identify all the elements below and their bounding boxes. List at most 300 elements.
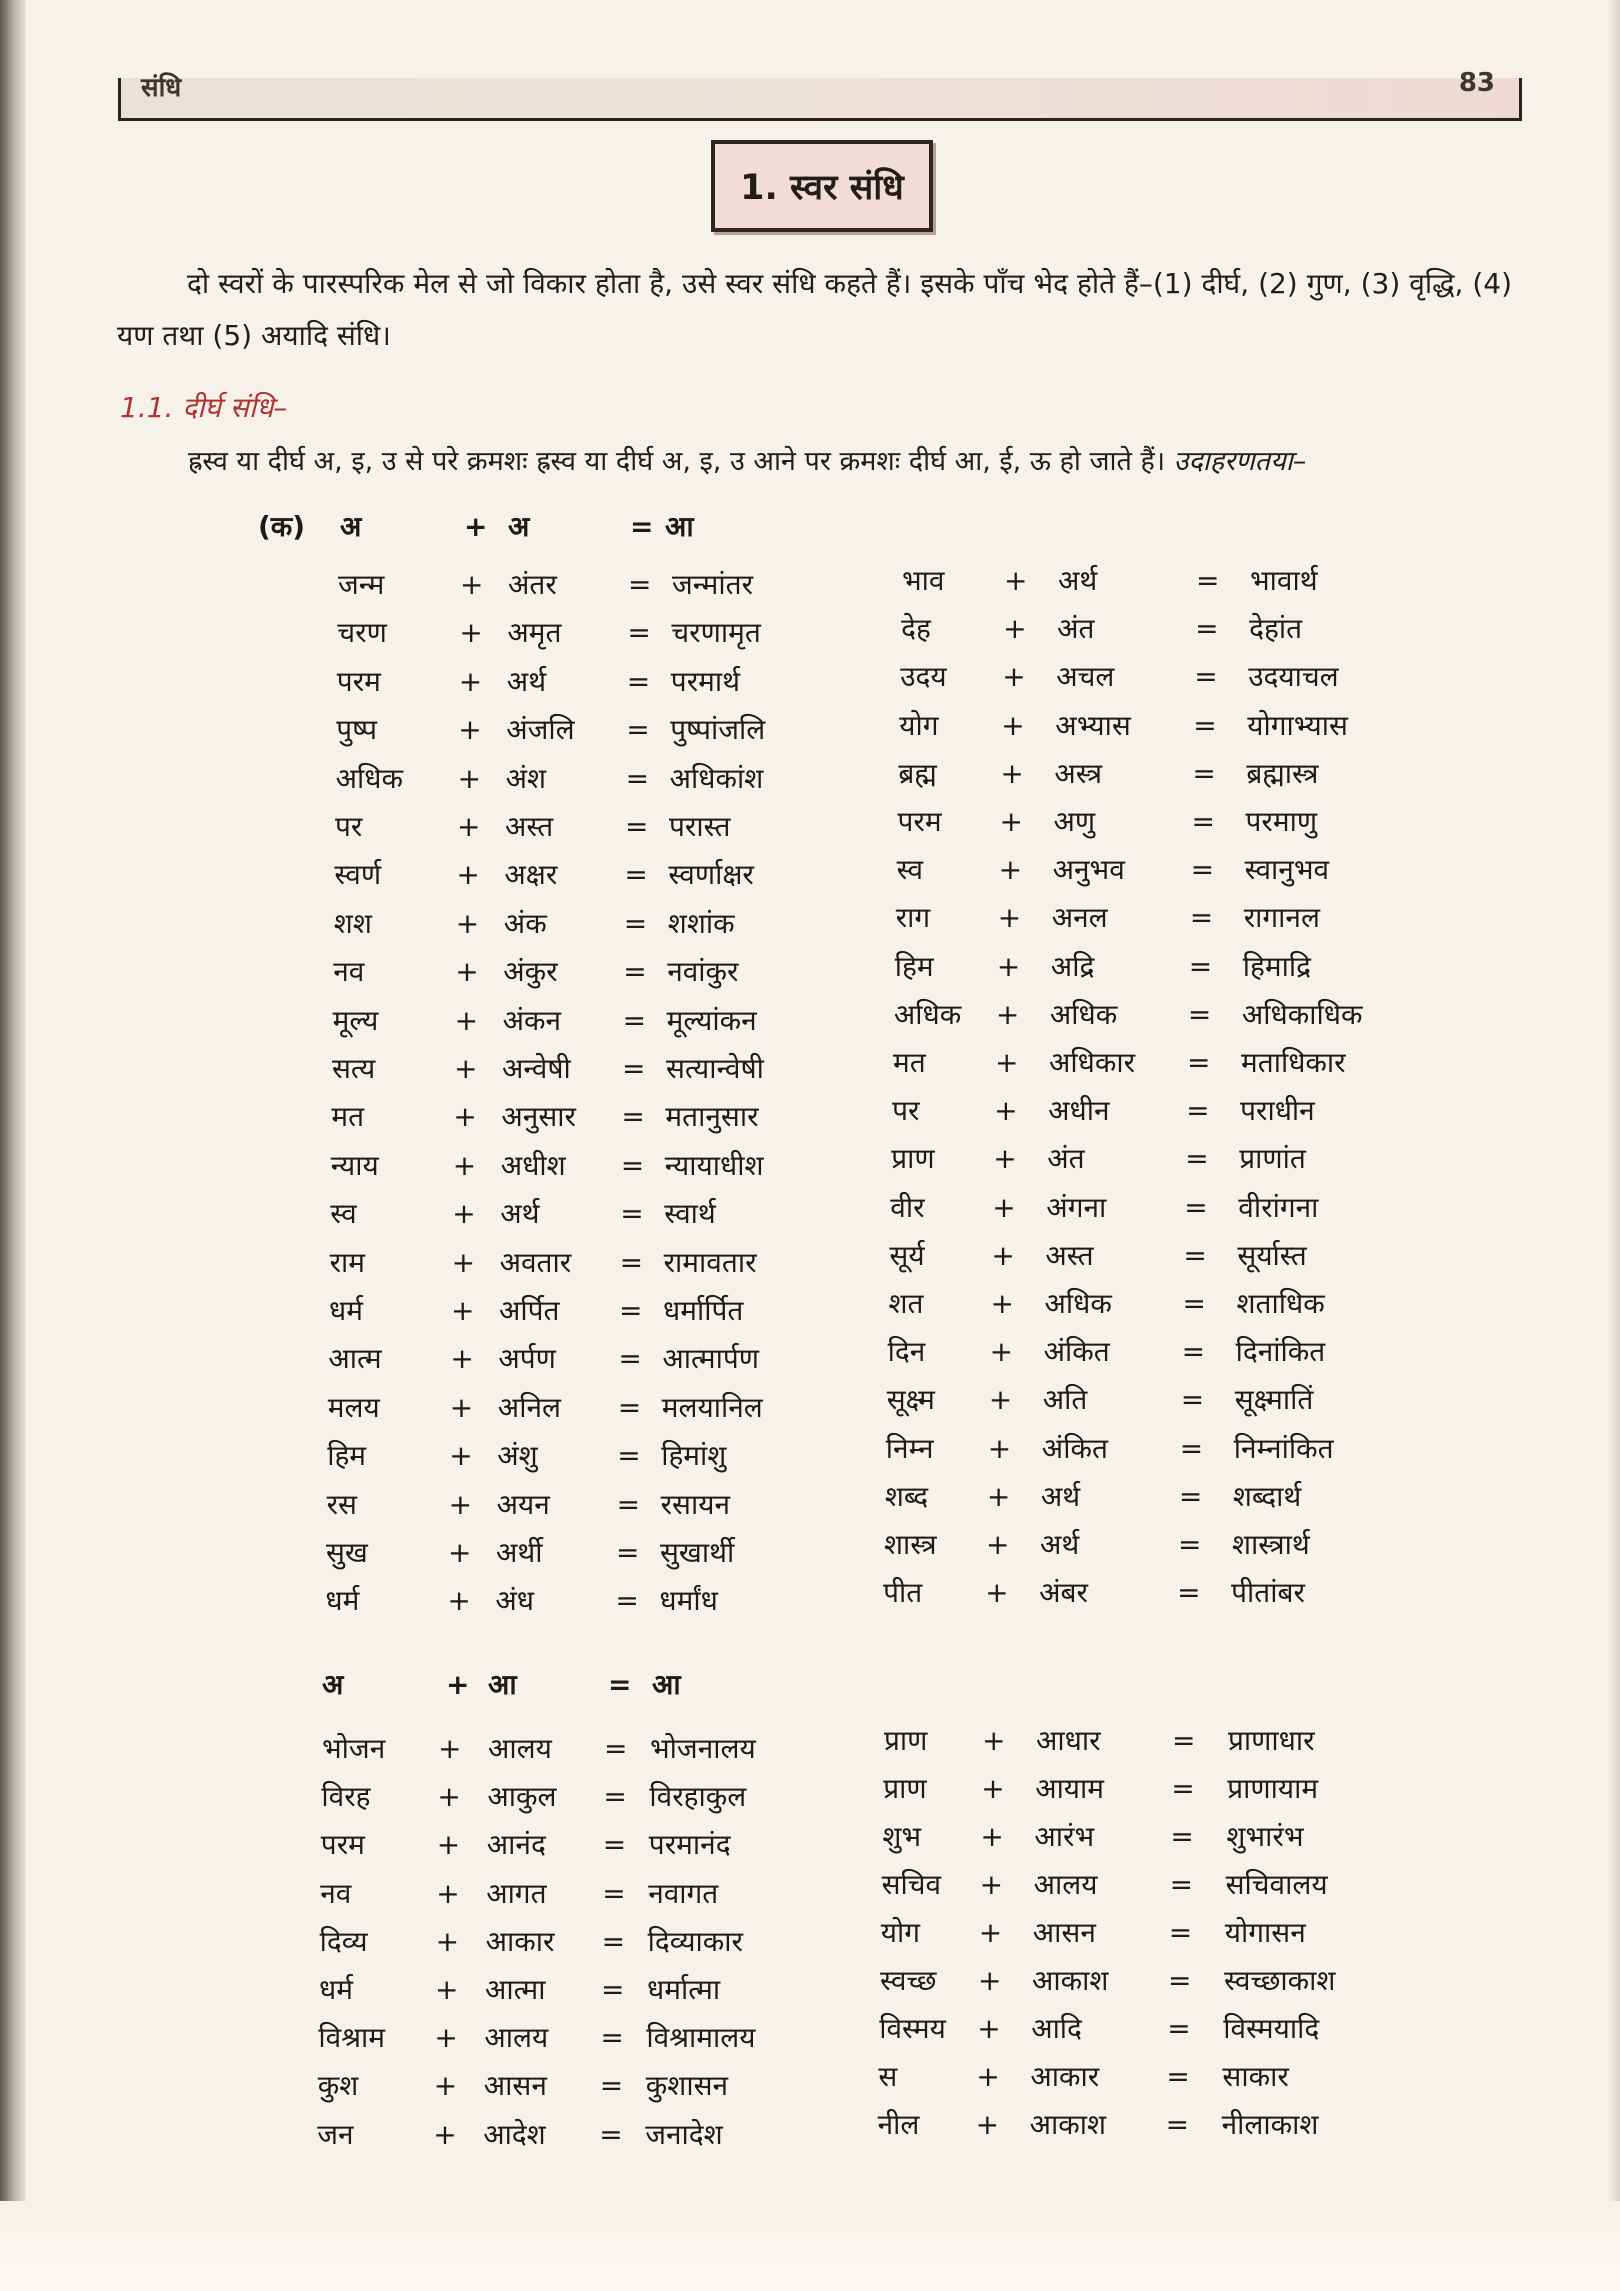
cell-equals: = — [600, 2021, 624, 2055]
cell-equals: = — [623, 906, 648, 940]
cell-word1: स्वच्छ — [880, 1964, 937, 1997]
cell-equals: = — [615, 1584, 639, 1618]
cell-word2: अन्वेषी — [502, 1052, 571, 1085]
cell-word1: मत — [331, 1100, 365, 1134]
cell-word2: अक्षर — [504, 858, 558, 892]
cell-word1: जन्म — [338, 568, 385, 601]
cell-plus: + — [438, 1732, 462, 1765]
cell-result: नवागत — [648, 1876, 719, 1910]
intro-paragraph: दो स्वरों के पारस्परिक मेल से जो विकार होता है, उसे स्वर संधि कहते हैं। इसके पाँच भेद होते हैं–(1) दीर्घ, (2) गुण, (3) वृद्धि, (4) यण तथा (5) अयादि संधि। — [117, 267, 1512, 352]
cell-word2: अवतार — [499, 1245, 572, 1279]
cell-header-equals: = — [608, 1668, 632, 1701]
cell-plus: + — [450, 1342, 474, 1376]
cell-equals: = — [1189, 901, 1214, 935]
cell-plus: + — [980, 1820, 1004, 1853]
cell-result: मूल्यांकन — [666, 1003, 757, 1037]
cell-word1: परम — [897, 805, 942, 838]
running-header — [118, 68, 1522, 121]
cell-equals: = — [626, 713, 650, 747]
cell-equals: = — [1182, 1287, 1206, 1320]
cell-word2: आदेश — [483, 2117, 546, 2151]
cell-result: रामावतार — [663, 1245, 757, 1279]
cell-result: रसायन — [660, 1487, 731, 1521]
cell-plus: + — [448, 1536, 472, 1569]
cell-result: स्वार्थ — [664, 1197, 716, 1231]
cell-result: मतानुसार — [665, 1100, 759, 1134]
cell-result: स्वानुभव — [1244, 853, 1330, 887]
cell-result: स्वर्णाक्षर — [668, 858, 754, 892]
rule-text: ह्रस्व या दीर्घ अ, इ, उ से परे क्रमशः ह्रस्व या दीर्घ अ, इ, उ आने पर क्रमशः दीर्घ आ, ई, ऊ हो जाते हैं। — [188, 446, 1166, 477]
cell-equals: = — [1185, 1142, 1209, 1176]
cell-word2: अंक — [503, 906, 547, 940]
cell-word1: विरह — [321, 1780, 371, 1814]
cell-equals: = — [618, 1342, 642, 1376]
cell-plus: + — [1001, 708, 1025, 742]
cell-equals: = — [1190, 853, 1215, 887]
cell-equals: = — [1178, 1479, 1203, 1513]
cell-word2: अमृत — [507, 616, 562, 650]
cell-word2: अस्त — [1045, 1238, 1094, 1272]
cell-word1: शुभ — [882, 1820, 922, 1853]
cell-equals: = — [599, 2069, 624, 2103]
cell-result: परास्त — [669, 810, 731, 843]
cell-header-word2: आ — [488, 1668, 517, 1701]
cell-word2: आरंभ — [1034, 1820, 1095, 1853]
cell-word2: अंशु — [497, 1439, 538, 1473]
cell-word2: अर्पण — [498, 1342, 556, 1376]
cell-plus: + — [451, 1294, 475, 1327]
cell-word1: देह — [901, 612, 931, 646]
cell-word2: अंगना — [1046, 1190, 1107, 1224]
cell-word1: न्याय — [330, 1148, 379, 1182]
cell-equals: = — [1178, 1528, 1202, 1561]
cell-plus: + — [454, 1052, 478, 1085]
cell-equals: = — [619, 1245, 644, 1279]
cell-equals: = — [620, 1148, 645, 1182]
cell-result: प्राणाधार — [1228, 1724, 1315, 1757]
cell-word1: हिम — [894, 949, 934, 983]
cell-plus: + — [454, 1003, 479, 1037]
cell-result: विश्रामालय — [646, 2021, 756, 2055]
cell-word2: आकुल — [487, 1780, 557, 1814]
header-chapter: संधि — [141, 73, 182, 103]
cell-equals: = — [604, 1732, 628, 1765]
cell-result: विस्मयादि — [1223, 2012, 1320, 2045]
cell-result: पीतांबर — [1231, 1576, 1305, 1610]
cell-word1: मलय — [327, 1390, 380, 1424]
cell-result: परमाणु — [1245, 805, 1318, 838]
cell-word2: अंत — [1057, 612, 1095, 646]
cell-result: रागानल — [1243, 901, 1320, 935]
cell-plus: + — [992, 1190, 1016, 1224]
cell-result: दिनांकित — [1235, 1335, 1326, 1369]
cell-result: विरहाकुल — [649, 1780, 747, 1814]
cell-word2: अचल — [1056, 660, 1115, 694]
cell-word1: विस्मय — [879, 2012, 946, 2045]
cell-result: स्वच्छाकाश — [1224, 1964, 1336, 1997]
cell-word1: नव — [333, 955, 365, 989]
cell-equals: = — [623, 955, 647, 989]
cell-plus: + — [459, 616, 483, 650]
cell-result: उदयाचल — [1248, 660, 1339, 694]
cell-equals: = — [624, 858, 648, 892]
cell-word2: अर्थ — [1040, 1528, 1080, 1561]
cell-word1: स्व — [896, 853, 924, 887]
cell-plus: + — [1000, 756, 1024, 790]
cell-word1: मत — [893, 1046, 926, 1079]
cell-result: नीलाकाश — [1221, 2108, 1319, 2141]
cell-plus: + — [976, 2060, 1000, 2093]
cell-word1: धर्म — [325, 1584, 360, 1618]
cell-plus: + — [979, 1868, 1004, 1901]
header-page-number: 83 — [1458, 68, 1495, 98]
cell-plus: + — [991, 1238, 1015, 1272]
cell-plus: + — [995, 1046, 1019, 1079]
cell-word1: स — [878, 2060, 898, 2093]
cell-word1: पर — [335, 810, 363, 843]
cell-word1: मूल्य — [332, 1003, 379, 1037]
cell-word1: अधिक — [335, 761, 403, 795]
cell-word2: अस्त — [505, 810, 554, 843]
example-label: उदाहरणतया– — [1173, 446, 1307, 477]
cell-equals: = — [625, 761, 650, 795]
cell-result: कुशासन — [645, 2069, 729, 2103]
cell-plus: + — [986, 1528, 1010, 1561]
cell-equals: = — [1193, 708, 1217, 742]
cell-plus: + — [449, 1439, 473, 1473]
cell-result: परमानंद — [648, 1828, 731, 1862]
cell-result: सूर्यास्त — [1237, 1238, 1307, 1272]
cell-word2: अंध — [495, 1584, 535, 1618]
cell-result: धर्मात्मा — [647, 1973, 721, 2006]
cell-word2: अनल — [1051, 901, 1108, 935]
cell-word1: योग — [880, 1916, 921, 1949]
cell-word2: अधीन — [1048, 1094, 1110, 1128]
cell-word1: वीर — [890, 1190, 925, 1224]
cell-plus: + — [975, 2108, 1000, 2141]
cell-plus: + — [452, 1197, 476, 1231]
cell-result: वीरांगना — [1238, 1190, 1319, 1224]
cell-result: योगासन — [1224, 1916, 1306, 1949]
cell-word2: आसन — [1032, 1916, 1096, 1949]
cell-word2: अंबर — [1039, 1576, 1088, 1610]
cell-equals: = — [1191, 805, 1215, 838]
cell-plus: + — [435, 1924, 460, 1958]
cell-word1: शास्त्र — [884, 1528, 937, 1561]
cell-word1: निम्न — [885, 1431, 934, 1465]
cell-result: जन्मांतर — [672, 568, 754, 601]
cell-word1: हिम — [327, 1439, 367, 1473]
cell-word2: अंकुर — [503, 955, 558, 989]
cell-word2: अभ्यास — [1055, 708, 1131, 742]
cell-word2: अंकन — [502, 1003, 562, 1037]
cell-word1: परम — [320, 1828, 365, 1862]
cell-equals: = — [627, 616, 651, 650]
cell-result: पुष्पांजलि — [670, 713, 766, 747]
cell-word1: पर — [892, 1094, 920, 1128]
cell-word2: अर्थ — [506, 664, 547, 698]
cell-word2: आलय — [484, 2021, 549, 2055]
cell-result: भावार्थ — [1250, 564, 1318, 597]
cell-word1: प्राण — [891, 1142, 935, 1176]
cell-header-word1: अ — [340, 510, 362, 543]
cell-header-marker: (क) — [258, 510, 306, 543]
cell-plus: + — [981, 1772, 1005, 1805]
cell-word1: राम — [329, 1245, 366, 1279]
cell-word2: अनुभव — [1052, 853, 1125, 887]
cell-plus: + — [990, 1287, 1014, 1320]
cell-word2: आयाम — [1035, 1772, 1105, 1805]
cell-result: निम्नांकित — [1233, 1431, 1334, 1465]
cell-plus: + — [977, 2012, 1001, 2045]
cell-plus: + — [436, 1828, 461, 1862]
cell-equals: = — [1195, 612, 1219, 646]
cell-word2: आधार — [1036, 1724, 1101, 1757]
cell-equals: = — [1180, 1383, 1205, 1417]
cell-equals: = — [617, 1439, 641, 1473]
cell-equals: = — [620, 1197, 644, 1231]
cell-word1: रस — [326, 1487, 357, 1521]
cell-equals: = — [1194, 660, 1218, 694]
cell-equals: = — [1184, 1190, 1208, 1224]
cell-plus: + — [987, 1431, 1012, 1465]
cell-equals: = — [1177, 1576, 1201, 1610]
cell-equals: = — [626, 664, 651, 698]
cell-equals: = — [1169, 1868, 1194, 1901]
book-gutter-shadow — [0, 0, 26, 2291]
cell-plus: + — [993, 1142, 1017, 1176]
cell-equals: = — [603, 1780, 627, 1814]
cell-equals: = — [601, 1924, 626, 1958]
cell-plus: + — [460, 568, 484, 601]
page-bottom-margin — [0, 2201, 1620, 2291]
cell-equals: = — [1168, 1964, 1192, 1997]
cell-plus: + — [437, 1780, 461, 1814]
cell-plus: + — [996, 949, 1021, 983]
cell-result: अधिकांश — [669, 761, 764, 795]
subsection-heading: 1.1. दीर्घ संधि– — [120, 391, 288, 424]
cell-result: अधिकाधिक — [1241, 997, 1363, 1031]
cell-plus: + — [994, 1094, 1018, 1128]
cell-plus: + — [436, 1876, 460, 1910]
cell-word1: नव — [320, 1876, 352, 1910]
cell-result: सत्यान्वेषी — [666, 1052, 764, 1085]
cell-word2: अर्थ — [1040, 1479, 1081, 1513]
cell-equals: = — [1170, 1820, 1194, 1853]
cell-plus: + — [982, 1724, 1006, 1757]
cell-plus: + — [989, 1335, 1014, 1369]
cell-word2: आकार — [1030, 2060, 1100, 2093]
cell-plus: + — [1002, 660, 1026, 694]
cell-word2: अंत — [1047, 1142, 1085, 1176]
cell-result: सचिवालय — [1225, 1868, 1328, 1901]
cell-result: जनादेश — [645, 2117, 723, 2151]
cell-header-plus: + — [446, 1668, 470, 1701]
cell-word1: दिव्य — [319, 1924, 368, 1958]
cell-result: भोजनालय — [650, 1732, 756, 1765]
cell-result: सूक्ष्मातिं — [1234, 1383, 1314, 1417]
cell-word2: अर्थी — [496, 1536, 543, 1569]
cell-plus: + — [435, 1973, 459, 2006]
cell-result: नवांकुर — [667, 955, 739, 989]
cell-word2: अंकित — [1043, 1335, 1110, 1369]
cell-result: शब्दार्थ — [1232, 1479, 1302, 1513]
cell-word2: आदि — [1031, 2012, 1082, 2045]
cell-word2: अनुसार — [501, 1100, 576, 1134]
cell-word1: शब्द — [884, 1479, 929, 1513]
cell-word2: अर्थ — [500, 1197, 540, 1231]
cell-word1: सूर्य — [889, 1238, 925, 1272]
cell-word2: आसन — [483, 2069, 547, 2103]
cell-equals: = — [622, 1052, 646, 1085]
cell-header-word1: अ — [322, 1668, 344, 1701]
cell-word1: नील — [877, 2108, 920, 2141]
cell-equals: = — [625, 810, 649, 843]
cell-word2: आत्मा — [485, 1973, 546, 2006]
cell-equals: = — [599, 2117, 623, 2151]
cell-equals: = — [1171, 1772, 1195, 1805]
cell-plus: + — [456, 858, 480, 892]
cell-word2: आगत — [486, 1876, 547, 1910]
cell-word1: सुख — [326, 1536, 368, 1569]
cell-result: योगाभ्यास — [1247, 708, 1348, 742]
cell-plus: + — [457, 761, 482, 795]
cell-word2: आकाश — [1029, 2108, 1107, 2141]
cell-word2: अंतर — [508, 568, 557, 601]
cell-result: शास्त्रार्थ — [1232, 1528, 1310, 1561]
page-edge-shadow — [1608, 0, 1620, 2291]
cell-word1: भाव — [902, 564, 945, 597]
cell-result: चरणामृत — [671, 616, 761, 650]
cell-plus: + — [458, 664, 483, 698]
cell-word1: राग — [895, 901, 931, 935]
cell-word2: आकार — [485, 1924, 555, 1958]
cell-result: न्यायाधीश — [664, 1148, 764, 1182]
cell-word1: पुष्प — [336, 713, 378, 747]
cell-result: मलयानिल — [661, 1390, 763, 1424]
cell-result: आत्मार्पण — [662, 1342, 760, 1376]
cell-equals: = — [601, 1973, 625, 2006]
cell-word2: आनंद — [486, 1828, 546, 1862]
cell-result: शताधिक — [1236, 1287, 1325, 1320]
cell-plus: + — [978, 1964, 1002, 1997]
cell-result: हिमाद्रि — [1242, 949, 1312, 983]
cell-result: सुखार्थी — [660, 1536, 735, 1569]
cell-word1: धर्म — [319, 1973, 353, 2006]
cell-equals: = — [1188, 949, 1213, 983]
cell-result: प्राणांत — [1239, 1142, 1306, 1176]
cell-word2: आलय — [488, 1732, 552, 1765]
cell-plus: + — [457, 810, 481, 843]
cell-header-result: आ — [665, 510, 694, 543]
cell-equals: = — [1192, 756, 1216, 790]
cell-word1: सत्य — [332, 1052, 376, 1085]
cell-equals: = — [616, 1487, 641, 1521]
cell-result: दिव्याकार — [647, 1924, 743, 1958]
cell-result: पराधीन — [1240, 1094, 1315, 1128]
cell-plus: + — [978, 1916, 1003, 1949]
cell-plus: + — [986, 1479, 1011, 1513]
cell-plus: + — [455, 955, 479, 989]
cell-word2: अणु — [1053, 805, 1096, 838]
cell-equals: = — [602, 1828, 627, 1862]
cell-word2: अधिक — [1049, 997, 1118, 1031]
cell-equals: = — [617, 1390, 642, 1424]
cell-equals: = — [1165, 2108, 1190, 2141]
cell-plus: + — [433, 2069, 458, 2103]
cell-word2: अनिल — [497, 1390, 561, 1424]
cell-plus: + — [451, 1245, 476, 1279]
cell-word1: विश्राम — [318, 2021, 386, 2055]
cell-word2: अधीश — [500, 1148, 566, 1182]
cell-result: हिमांशु — [661, 1439, 727, 1473]
cell-header-plus: + — [464, 510, 488, 543]
cell-equals: = — [1187, 1046, 1211, 1079]
cell-result: धर्मार्पित — [663, 1294, 744, 1327]
cell-word1: उदय — [900, 660, 947, 694]
cell-equals: = — [1187, 997, 1212, 1031]
cell-equals: = — [621, 1100, 645, 1134]
cell-word1: सूक्ष्म — [886, 1383, 935, 1417]
cell-word1: योग — [899, 708, 939, 742]
cell-word1: कुश — [317, 2069, 359, 2103]
cell-word1: स्व — [330, 1197, 357, 1231]
cell-word2: अंजलि — [506, 713, 575, 747]
cell-word1: शश — [333, 906, 372, 940]
cell-equals: = — [619, 1294, 643, 1327]
cell-plus: + — [1003, 612, 1027, 646]
cell-equals: = — [1183, 1238, 1207, 1272]
cell-word2: अंकित — [1041, 1431, 1108, 1465]
cell-equals: = — [1181, 1335, 1206, 1369]
cell-plus: + — [449, 1390, 474, 1424]
cell-plus: + — [988, 1383, 1013, 1417]
cell-plus: + — [448, 1487, 473, 1521]
cell-equals: = — [1172, 1724, 1196, 1757]
cell-result: शुभारंभ — [1226, 1820, 1304, 1853]
cell-result: मताधिकार — [1241, 1046, 1346, 1079]
rule-paragraph — [188, 442, 1518, 482]
section-title: 1. स्वर संधि — [711, 140, 933, 232]
cell-word1: चरण — [337, 616, 387, 650]
cell-plus: + — [998, 853, 1023, 887]
cell-plus: + — [999, 805, 1023, 838]
cell-plus: + — [458, 713, 482, 747]
cell-word1: आत्म — [328, 1342, 382, 1376]
cell-plus: + — [447, 1584, 471, 1618]
cell-word2: अर्थ — [1058, 564, 1098, 597]
cell-equals: = — [1167, 2012, 1191, 2045]
cell-result: साकार — [1222, 2060, 1289, 2093]
cell-word2: अधिक — [1044, 1287, 1112, 1320]
cell-plus: + — [455, 906, 480, 940]
cell-word2: अर्पित — [499, 1294, 560, 1327]
cell-result: देहांत — [1249, 612, 1303, 646]
cell-equals: = — [616, 1536, 640, 1569]
cell-word2: अधिकार — [1049, 1046, 1136, 1079]
cell-header-result: आ — [652, 1668, 681, 1701]
cell-equals: = — [1186, 1094, 1210, 1128]
cell-result: शशांक — [667, 906, 735, 940]
cell-word1: अधिक — [893, 997, 962, 1031]
cell-word1: धर्म — [329, 1294, 363, 1327]
cell-word1: पीत — [883, 1576, 923, 1610]
cell-equals: = — [602, 1876, 626, 1910]
cell-plus: + — [1004, 564, 1028, 597]
cell-result: प्राणायाम — [1227, 1772, 1319, 1805]
cell-word1: परम — [336, 664, 381, 698]
cell-word2: अद्रि — [1050, 949, 1095, 983]
